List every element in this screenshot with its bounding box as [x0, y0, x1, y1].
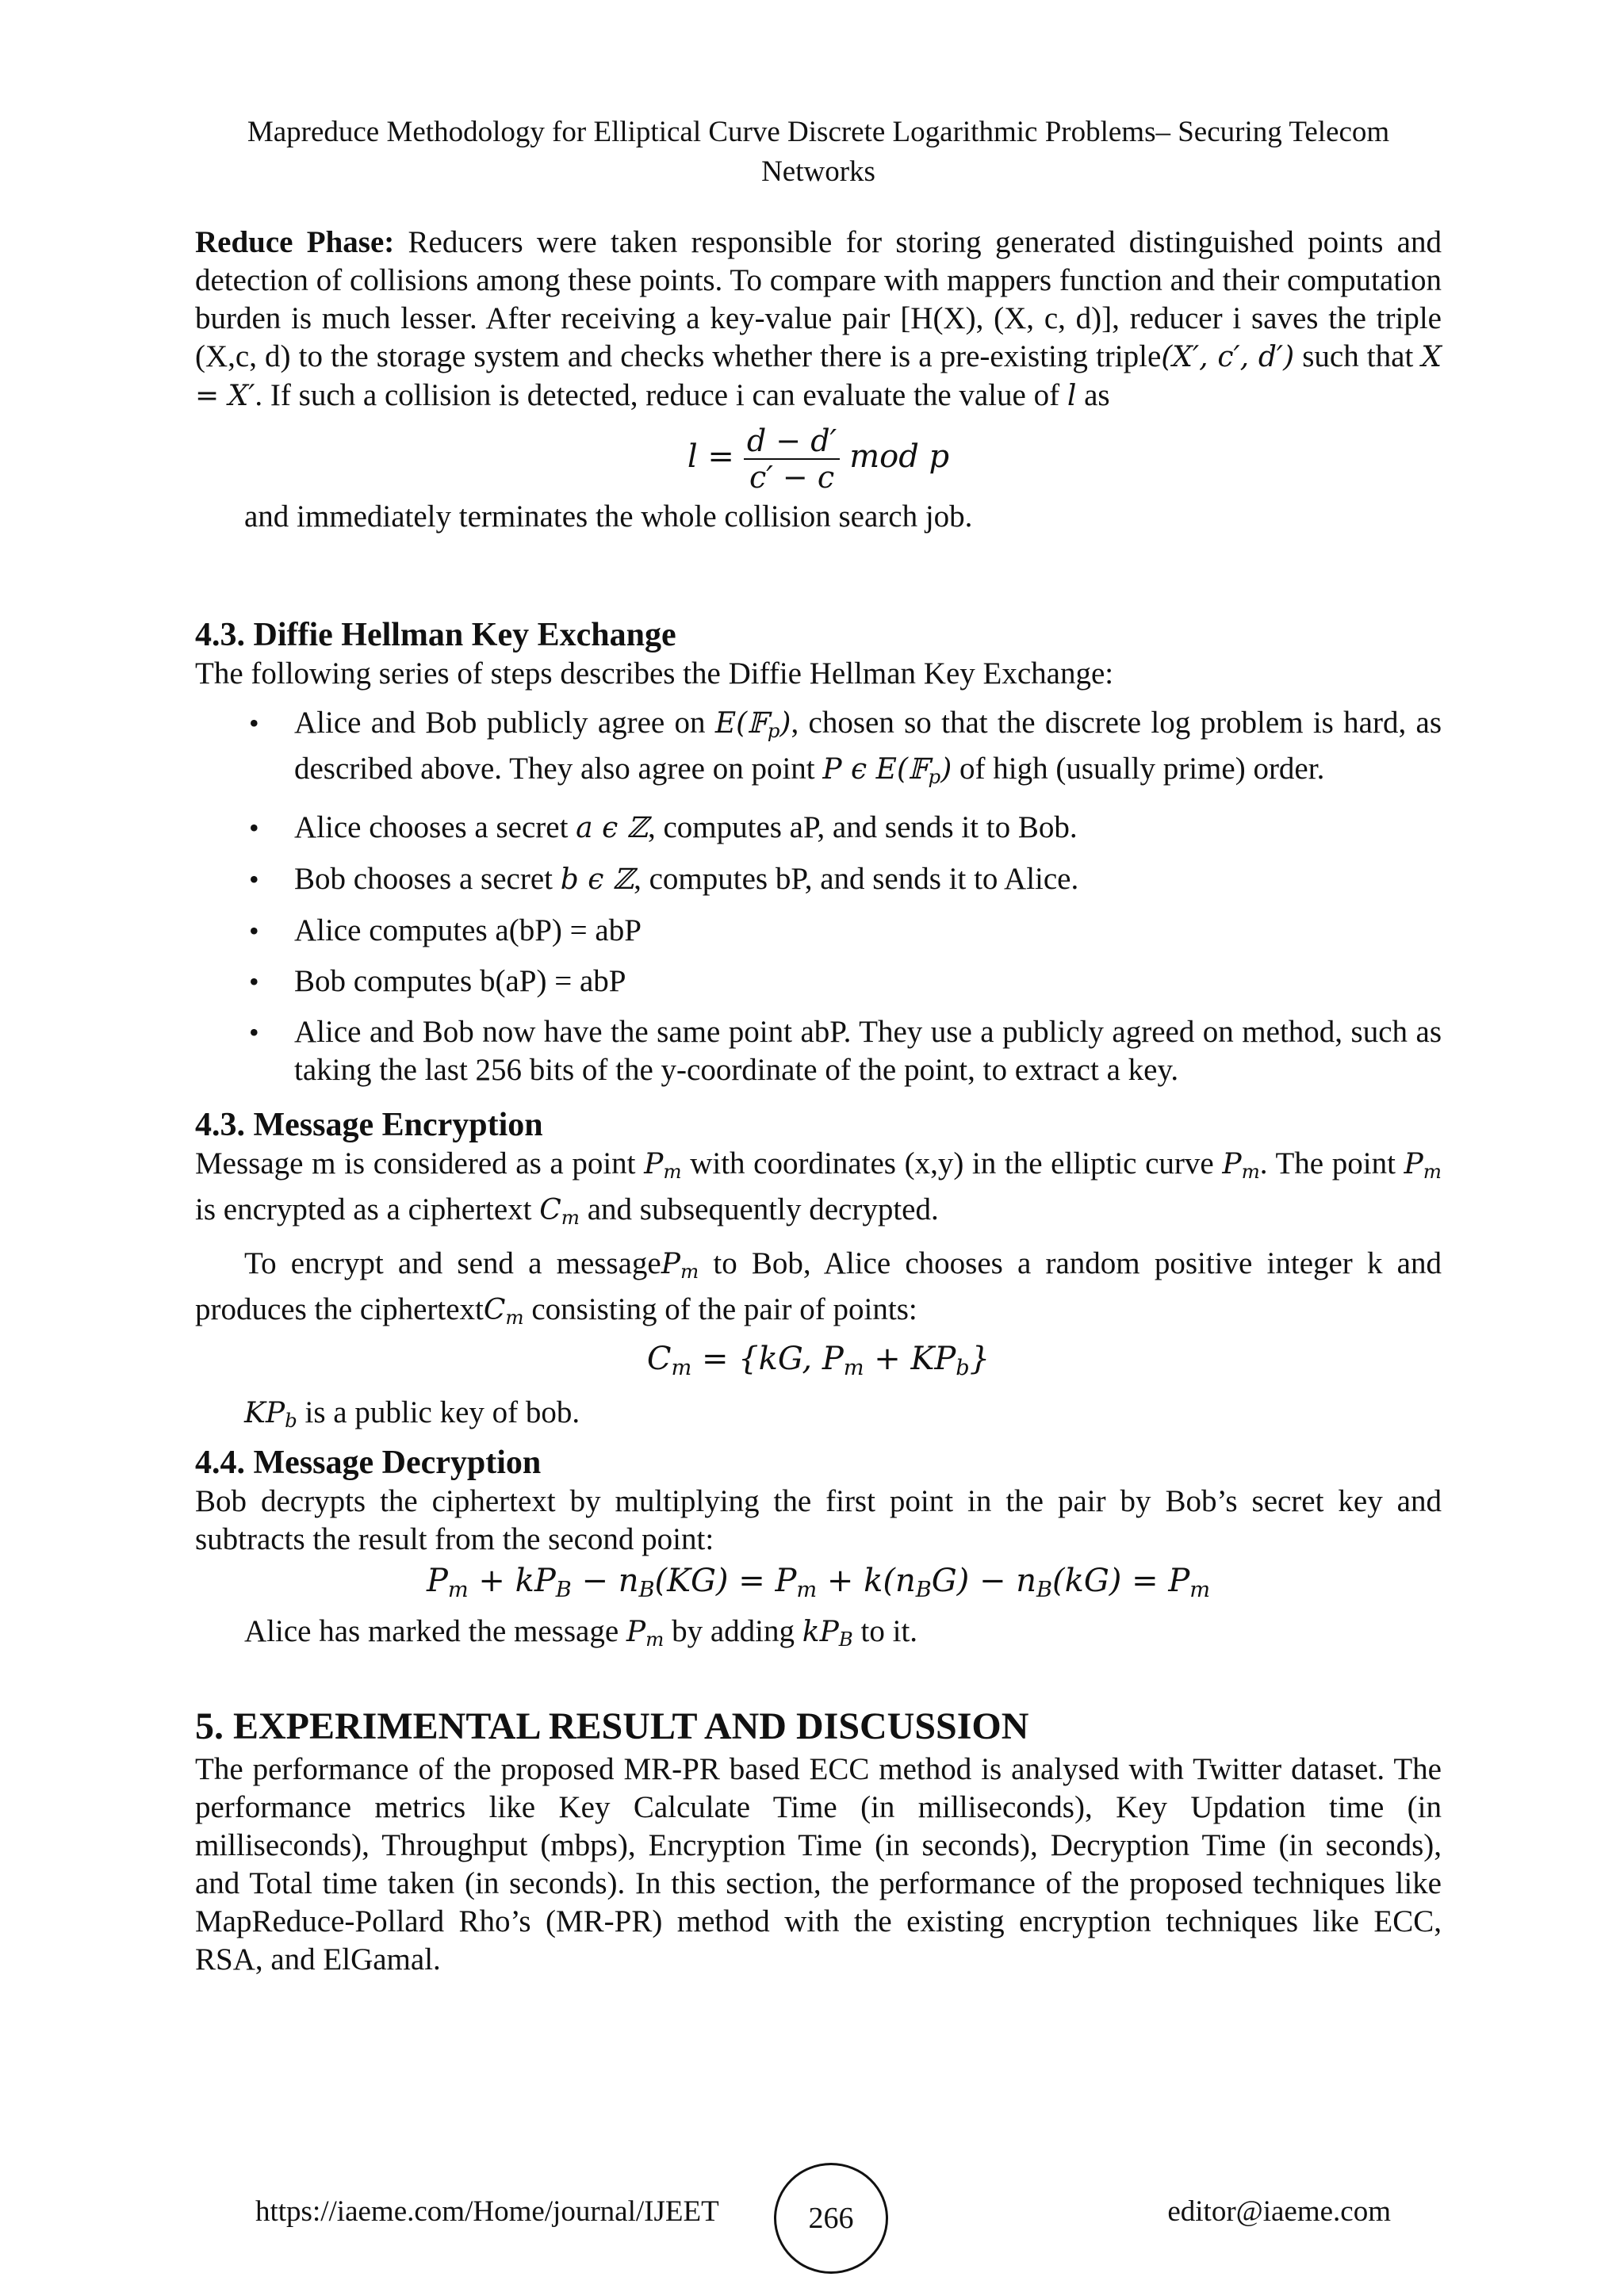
results-section [195, 1705, 1442, 1979]
list-item: • Alice computes a(bP) = abP [195, 912, 1442, 950]
triple-math: (X′, c′, d′) [1161, 341, 1295, 373]
fraction: $\frac{d - d'}{c' - c}$ [744, 423, 840, 495]
equation-l: l = $\frac{d - d'}{c' - c}$ mod p [687, 423, 950, 495]
reduce-phase-label: Reduce Phase: [195, 225, 395, 259]
list-item: • Bob chooses a secret b ϵ ℤ, computes bP, and sends it to Alice. [195, 860, 1442, 899]
running-header [195, 113, 1442, 192]
header-line-1: Mapreduce Methodology for Elliptical Curve Discrete Logarithmic Problems– Securing Telecom [247, 116, 1390, 148]
decryption-equation: $P_m + kP_B - n_B(KG) = P_m + k(n_BG) - n_B(kG) = P_m$ [426, 1563, 1211, 1602]
dh-intro: The following series of steps describes the Diffie Hellman Key Exchange: [195, 656, 1114, 691]
encryption-section [195, 1105, 1442, 1440]
dh-heading: 4.3. Diffie Hellman Key Exchange [195, 617, 676, 653]
reduce-phase-paragraph: Reduce Phase: Reducers were taken responsible for storing generated distinguished points and detection of collisions among these points. To compare with mappers function and their computation burden is much lesser. After receiving a key-value pair [H(X), (X, c, d)], reducer i saves the triple (X,c, d) to the storage system and checks whether there is a pre-existing triple(X′, c′, d′) such that X = X′. If such a collision is detected, reduce i can evaluate the value of l as [195, 225, 1442, 412]
encryption-paragraph-1: Message m is considered as a point $P_m$ with coordinates (x,y) in the elliptic curve $P_m$. The point $P_m$ is encrypted as a ciphertext $C_m$ and subsequently decrypted. [195, 1146, 1442, 1230]
page-number: 266 [774, 2163, 888, 2274]
collision-condition-math: X = X′ [195, 341, 1442, 412]
page-footer [195, 2163, 1442, 2274]
ciphertext-equation: $C_m = \{kG$, $P_m + KP_b$} [646, 1341, 990, 1381]
public-key-note: $KP_b$ is a public key of bob. [244, 1395, 580, 1433]
list-item: • Bob computes b(aP) = abP [195, 962, 1442, 1001]
list-item: • Alice chooses a secret a ϵ ℤ, computes aP, and sends it to Bob. [195, 809, 1442, 848]
journal-link[interactable]: https://iaeme.com/Home/journal/IJEET [255, 2195, 719, 2228]
list-item: • Alice and Bob now have the same point abP. They use a publicly agreed on method, such as taking the last 256 bits of the y-coordinate of the point, to extract a key. [195, 1013, 1442, 1089]
reduce-phase-section [195, 224, 1442, 536]
dh-steps-list [195, 704, 1442, 1089]
results-heading: 5. EXPERIMENTAL RESULT AND DISCUSSION [195, 1705, 1029, 1747]
results-paragraph: The performance of the proposed MR-PR based ECC method is analysed with Twitter dataset. The performance metrics like Key Calculate Time (in milliseconds), Key Updation time (in milliseconds), Throughput (mbps), Encryption Time (in seconds), Decryption Time (in seconds), and Total time taken (in seconds). In this section, the performance of the proposed techniques like MapReduce-Pollard Rho’s (MR-PR) method with the existing encryption techniques like ECC, RSA, and ElGamal. [195, 1752, 1442, 1976]
header-line-2: Networks [761, 155, 875, 188]
decryption-section [195, 1443, 1442, 1659]
decryption-paragraph: Bob decrypts the ciphertext by multiplying the first point in the pair by Bob’s secret key and subtracts the result from the second point: [195, 1484, 1442, 1556]
editor-email-link[interactable]: editor@iaeme.com [1167, 2195, 1391, 2228]
encryption-paragraph-2: To encrypt and send a messageP$_m$ to Bob, Alice chooses a random positive integer k and produces the ciphertextC$_m$ consisting of the pair of points: [195, 1246, 1442, 1330]
reduce-after-text: and immediately terminates the whole collision search job. [244, 499, 973, 534]
decryption-note: Alice has marked the message $P_m$ by adding $kP_B$ to it. [244, 1613, 918, 1651]
decryption-heading: 4.4. Message Decryption [195, 1445, 542, 1481]
list-item: • Alice and Bob publicly agree on E(𝔽$_p$), chosen so that the discrete log problem is hard, as described above. They also agree on point P ϵ E(𝔽$_p$) of high (usually prime) order. [195, 704, 1442, 796]
encryption-heading: 4.3. Message Encryption [195, 1107, 543, 1143]
dh-section [195, 615, 1442, 1089]
